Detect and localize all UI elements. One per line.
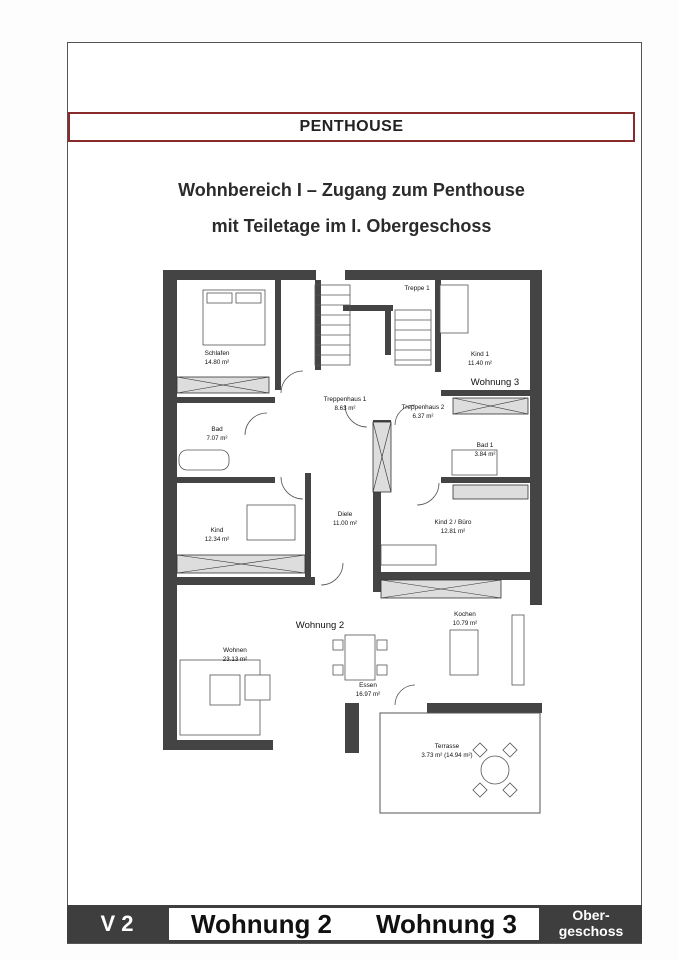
room-bad1-area: 3.84 m² xyxy=(474,451,496,458)
room-treppenhaus2-area: 6.37 m² xyxy=(412,413,434,420)
room-bad1-name: Bad 1 xyxy=(476,442,494,449)
room-essen-name: Essen xyxy=(359,682,377,689)
footer-floor xyxy=(546,907,636,939)
room-diele-name: Diele xyxy=(337,511,353,518)
room-bad-area: 7.07 m² xyxy=(206,435,228,442)
penthouse-banner: PENTHOUSE xyxy=(68,112,635,142)
apartment-3-label: Wohnung 3 xyxy=(470,377,520,388)
room-schlafen-area: 14.80 m² xyxy=(204,359,230,366)
room-kochen-name: Kochen xyxy=(454,611,476,618)
footer-floor-line1: Ober- xyxy=(572,907,610,923)
room-bad-name: Bad xyxy=(211,426,223,433)
room-treppenhaus1-area: 8.63 m² xyxy=(334,405,356,412)
footer-floor-line2: geschoss xyxy=(558,923,624,939)
footer-apartment-2: Wohnung 2 xyxy=(190,908,333,939)
room-wohnen-area: 23.13 m² xyxy=(222,656,248,663)
room-terrasse-area: 3.73 m² (14.94 m²) xyxy=(421,752,473,759)
stairs xyxy=(315,285,431,365)
footer-apartments xyxy=(169,908,539,940)
footer-apartment-3: Wohnung 3 xyxy=(375,908,518,939)
room-diele-area: 11.00 m² xyxy=(333,520,357,527)
page-title-line2: mit Teiletage im I. Obergeschoss xyxy=(211,216,492,236)
room-treppe1-name: Treppe 1 xyxy=(404,285,430,292)
footer-bar xyxy=(67,905,642,943)
room-kind-name: Kind xyxy=(210,527,224,534)
room-kind1-area: 11.40 m² xyxy=(468,360,492,367)
footer-code: V 2 xyxy=(100,911,134,936)
room-treppenhaus2-name: Treppenhaus 2 xyxy=(401,404,445,411)
room-kind2-area: 12.81 m² xyxy=(440,528,466,535)
page-title-line1: Wohnbereich I – Zugang zum Penthouse xyxy=(178,180,525,200)
room-kochen-area: 10.79 m² xyxy=(452,620,478,627)
room-kind2-name: Kind 2 / Büro xyxy=(434,519,472,526)
room-kind1-name: Kind 1 xyxy=(470,351,490,358)
room-terrasse-name: Terrasse xyxy=(434,743,460,750)
terrace-outline xyxy=(380,713,540,813)
floor-plan xyxy=(155,245,555,820)
room-treppenhaus1-name: Treppenhaus 1 xyxy=(323,396,367,403)
room-wohnen-name: Wohnen xyxy=(223,647,247,654)
room-schlafen-name: Schlafen xyxy=(204,350,230,357)
room-kind-area: 12.34 m² xyxy=(204,536,230,543)
apartment-2-label: Wohnung 2 xyxy=(295,620,345,631)
room-essen-area: 16.97 m² xyxy=(355,691,381,698)
